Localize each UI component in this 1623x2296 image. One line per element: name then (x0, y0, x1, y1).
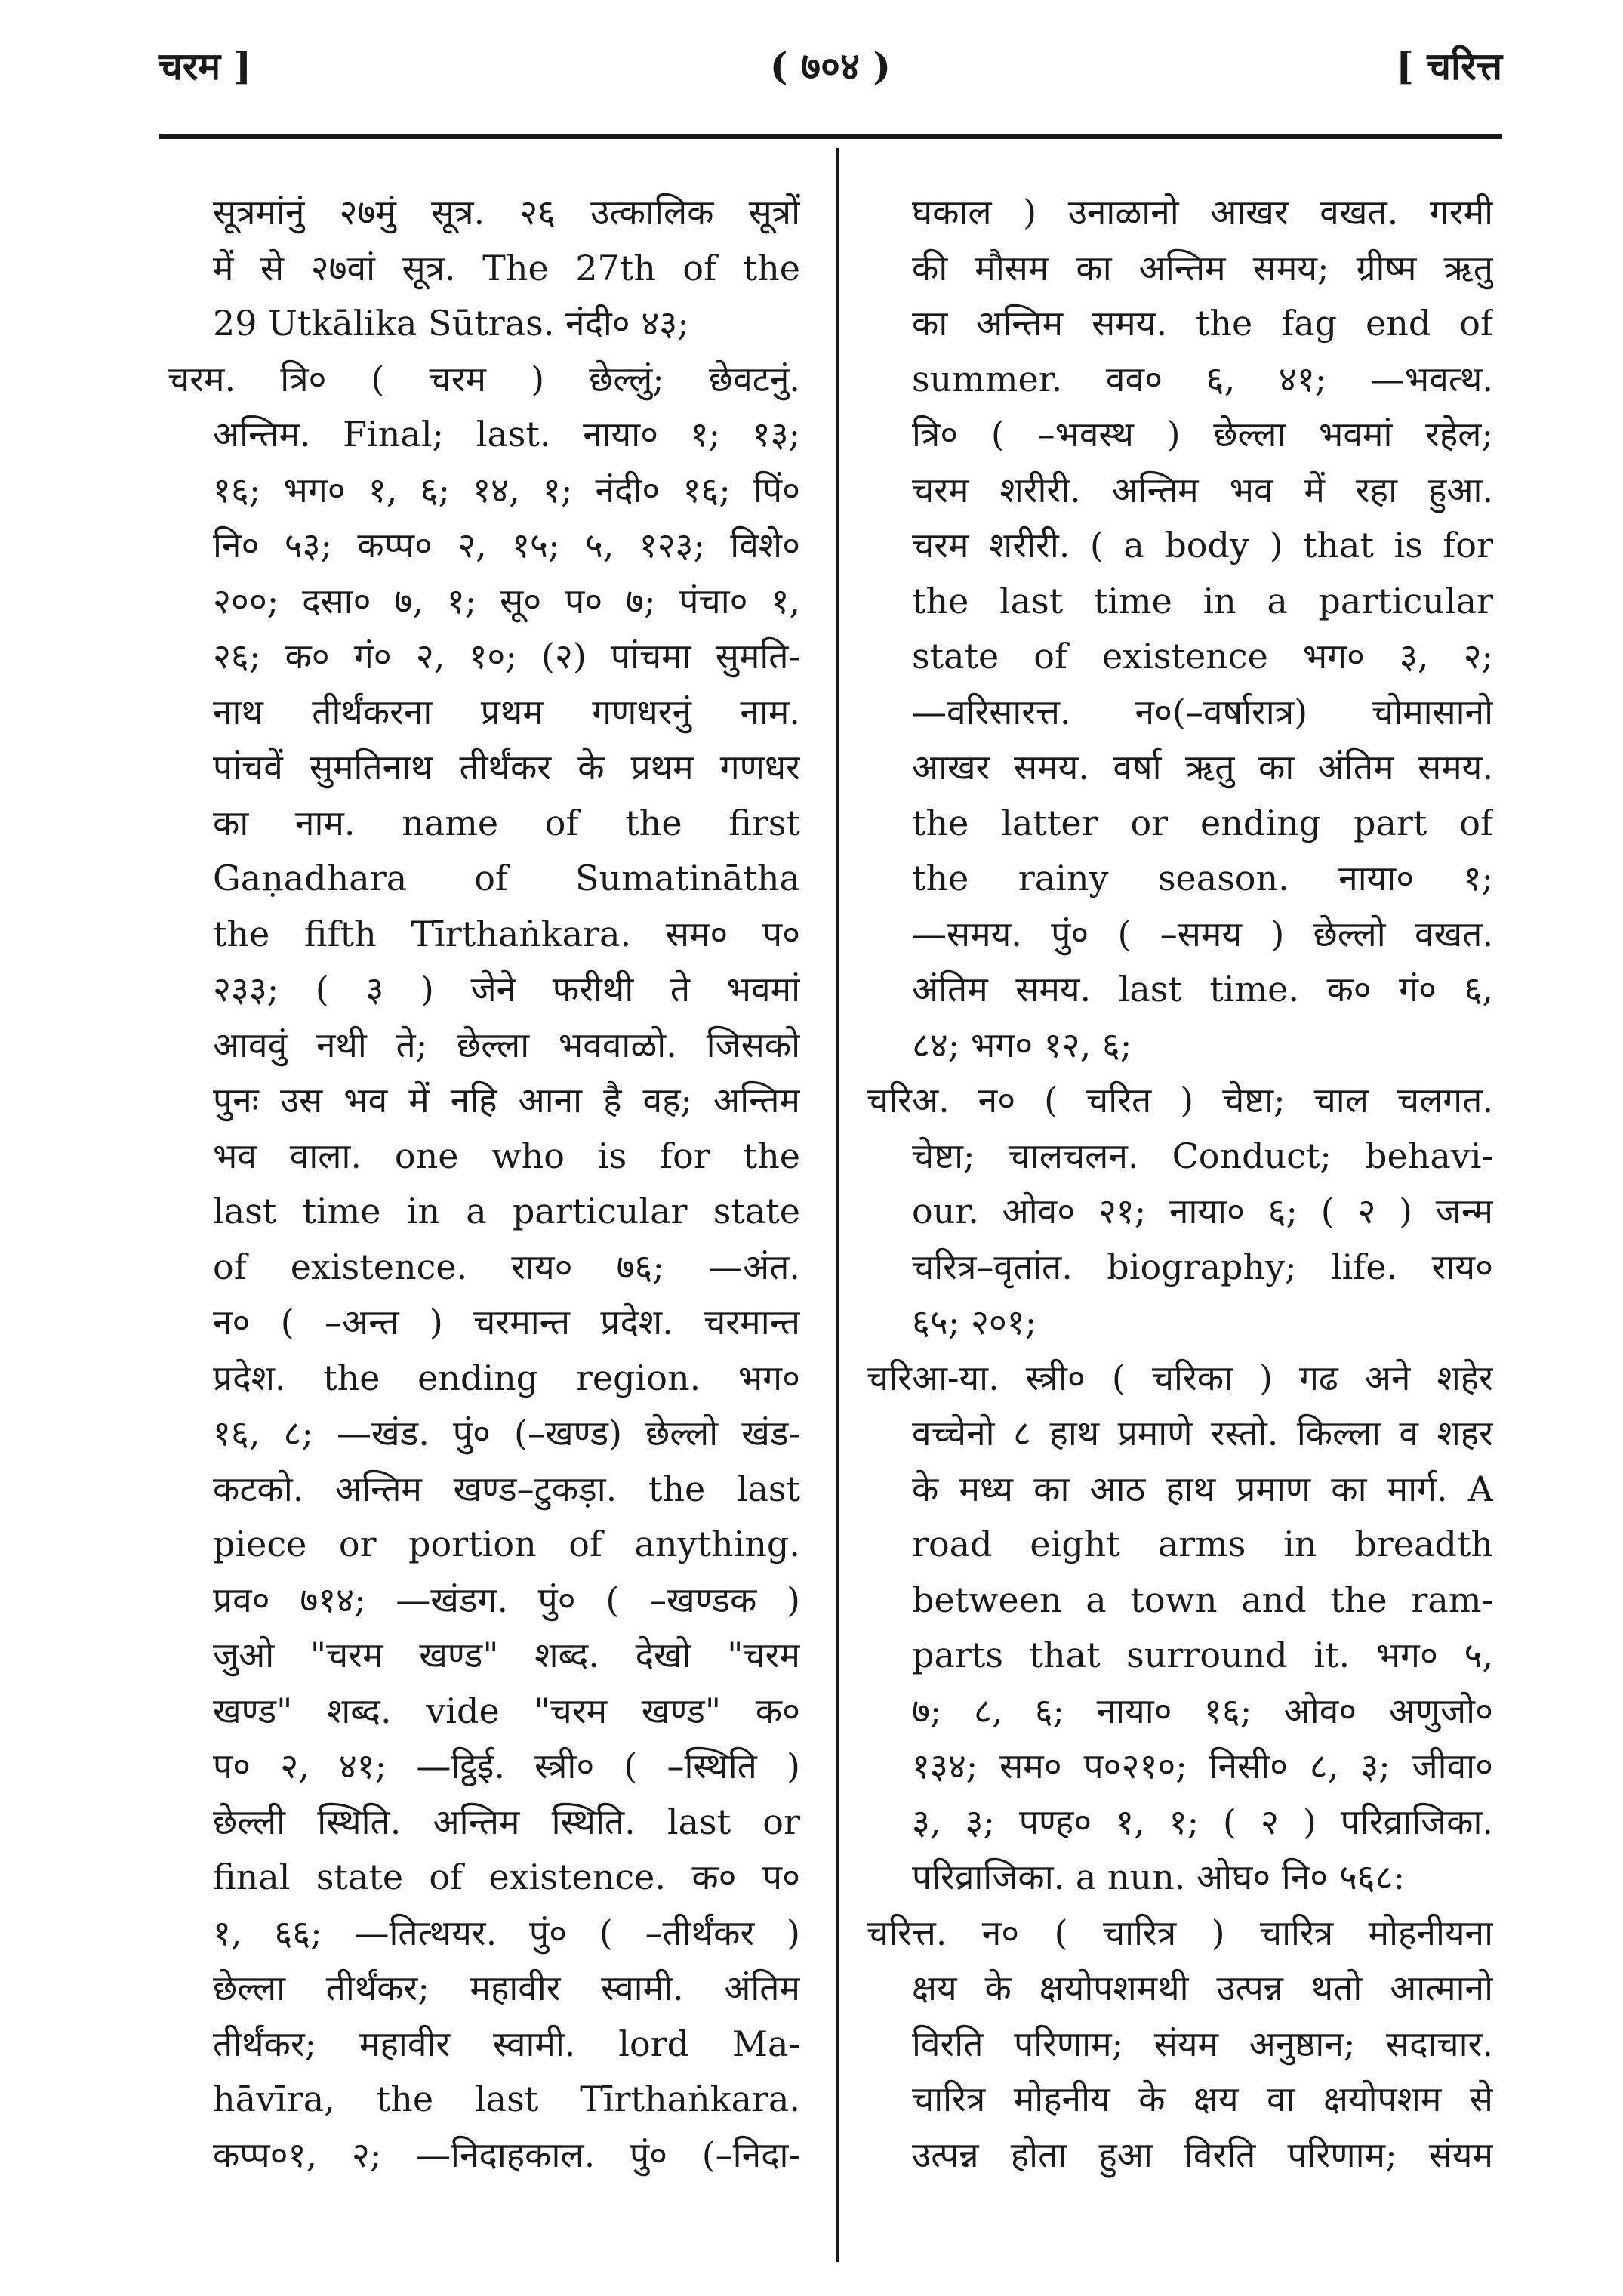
right-column-line: के मध्य का आठ हाथ प्रमाण का मार्ग. A (912, 1468, 1493, 1509)
right-column-line: between a town and the ram- (912, 1579, 1493, 1620)
left-column-line: २००; दसा० ७, १; सू० प० ७; पंचा० १, (213, 580, 800, 621)
right-column-line: चरिअ. न० ( चरित ) चेष्टा; चाल चलगत. (867, 1080, 1493, 1120)
left-column-line: में से २७वां सूत्र. The 27th of the (213, 247, 800, 288)
left-column-line: खण्ड" शब्द. vide "चरम खण्ड" क० (213, 1690, 800, 1731)
left-column-line: of existence. राय० ७६; —अंत. (213, 1246, 800, 1287)
left-column (168, 185, 800, 2183)
left-column-line: नाथ तीर्थंकरना प्रथम गणधरनुं नाम. (213, 691, 800, 732)
left-column-line: का नाम. name of the first (213, 802, 800, 843)
right-column-line: —वरिसारत्त. न०(–वर्षारात्र) चोमासानो (912, 691, 1493, 732)
right-column-line: चरिआ-या. स्त्री० ( चरिका ) गढ अने शहेर (867, 1357, 1493, 1398)
left-column-line: सूत्रमांनुं २७मुं सूत्र. २६ उत्कालिक सूत्रों (213, 192, 800, 233)
left-column-line: 29 Utkālika Sūtras. नंदी० ४३; (213, 303, 689, 344)
right-column-line: की मौसम का अन्तिम समय; ग्रीष्म ऋतु (912, 247, 1493, 288)
right-column-line: उत्पन्न होता हुआ विरति परिणाम; संयम (912, 2134, 1493, 2175)
right-column-line: त्रि० ( –भवस्थ ) छेल्ला भवमां रहेल; (912, 414, 1493, 455)
right-column-line: चरम शरीरी. अन्तिम भव में रहा हुआ. (912, 469, 1493, 510)
right-column-line: चारित्र मोहनीय के क्षय वा क्षयोपशम से (912, 2079, 1493, 2119)
right-column-line: ८४; भग० १२, ६; (912, 1024, 1132, 1065)
right-column-line: parts that surround it. भग० ५, (912, 1635, 1493, 1675)
left-column-line: आववुं नथी ते; छेल्ला भववाळो. जिसको (213, 1024, 800, 1065)
left-column-line: १, ६६; —तित्थयर. पुं० ( –तीर्थंकर ) (213, 1912, 800, 1953)
left-column-line: प्रव० ७१४; —खंडग. पुं० ( –खण्डक ) (213, 1579, 800, 1620)
left-column-line: चरम. त्रि० ( चरम ) छेल्लुं; छेवटनुं. (168, 358, 800, 399)
right-column-line: अंतिम समय. last time. क० गं० ६, (912, 969, 1493, 1009)
right-column-line: चेष्टा; चालचलन. Conduct; behavi- (912, 1135, 1493, 1176)
right-column-line: १३४; सम० प०२१०; निसी० ८, ३; जीवा० (912, 1746, 1493, 1786)
left-column-line: कटको. अन्तिम खण्ड–टुकड़ा. the last (213, 1468, 800, 1509)
left-column-line: कप्प०१, २; —निदाहकाल. पुं० (–निदा- (213, 2134, 800, 2175)
left-column-line: न० ( –अन्त ) चरमान्त प्रदेश. चरमान्त (213, 1302, 800, 1342)
page-number: ( ७०४ ) (769, 44, 892, 88)
left-column-line: छेल्ली स्थिति. अन्तिम स्थिति. last or (213, 1801, 800, 1842)
right-column-line: summer. वव० ६, ४१; —भवत्थ. (912, 358, 1493, 399)
right-column-line: ३, ३; पण्ह० १, १; ( २ ) परिव्राजिका. (912, 1801, 1493, 1842)
left-column-line: छेल्ला तीर्थंकर; महावीर स्वामी. अंतिम (213, 1968, 800, 2008)
right-column-line: ७; ८, ६; नाया० १६; ओव० अणुजो० (912, 1690, 1493, 1731)
right-column-line: —समय. पुं० ( –समय ) छेल्लो वखत. (912, 913, 1493, 954)
right-column-line: वच्चेनो ८ हाथ प्रमाणे रस्तो. किल्ला व शहर (912, 1413, 1493, 1453)
right-column-line: चरित्र–वृतांत. biography; life. राय० (912, 1246, 1493, 1287)
left-column-line: प्रदेश. the ending region. भग० (213, 1357, 800, 1398)
left-column-line: भव वाला. one who is for the (213, 1135, 800, 1176)
left-column-line: प० २, ४१; —ट्ठिई. स्त्री० ( –स्थिति ) (213, 1746, 800, 1786)
page-header (159, 39, 1502, 100)
left-column-line: पांचवें सुमतिनाथ तीर्थंकर के प्रथम गणधर (213, 747, 800, 787)
left-column-line: २३३; ( ३ ) जेने फरीथी ते भवमां (213, 969, 800, 1009)
header-rule (159, 134, 1502, 139)
right-column-line: विरति परिणाम; संयम अनुष्ठान; सदाचार. (912, 2023, 1493, 2064)
right-column-line: the latter or ending part of (912, 802, 1493, 843)
right-column-line: परिव्राजिका. a nun. ओघ० नि० ५६८: (912, 1857, 1406, 1897)
left-column-line: अन्तिम. Final; last. नाया० १; १३; (213, 414, 800, 455)
column-divider (836, 148, 839, 2262)
right-column (867, 185, 1493, 2183)
right-column-line: the rainy season. नाया० १; (912, 858, 1493, 898)
right-column-line: the last time in a particular (912, 580, 1493, 621)
right-column-line: state of existence भग० ३, २; (912, 636, 1493, 676)
left-column-line: piece or portion of anything. (213, 1524, 800, 1564)
left-column-line: १६, ८; —खंड. पुं० (–खण्ड) छेल्लो खंड- (213, 1413, 800, 1453)
left-column-line: २६; क० गं० २, १०; (२) पांचमा सुमति- (213, 636, 800, 676)
right-column-line: our. ओव० २१; नाया० ६; ( २ ) जन्म (912, 1191, 1493, 1231)
right-column-line: घकाल ) उनाळानो आखर वखत. गरमी (912, 192, 1493, 233)
left-column-line: १६; भग० १, ६; १४, १; नंदी० १६; पिं० (213, 469, 800, 510)
right-column-line: ६५; २०१; (912, 1302, 1037, 1342)
left-column-line: तीर्थंकर; महावीर स्वामी. lord Ma- (213, 2023, 800, 2064)
left-column-line: पुनः उस भव में नहि आना है वह; अन्तिम (213, 1080, 800, 1120)
left-column-line: final state of existence. क० प० (213, 1857, 800, 1897)
left-column-line: नि० ५३; कप्प० २, १५; ५, १२३; विशे० (213, 525, 800, 566)
right-column-line: road eight arms in breadth (912, 1524, 1493, 1564)
header-right-word: [ चरित्त (1396, 44, 1502, 88)
header-left-word: चरम ] (159, 44, 252, 88)
right-column-line: चरम शरीरी. ( a body ) that is for (912, 525, 1493, 566)
right-column-line: का अन्तिम समय. the fag end of (912, 303, 1493, 344)
left-column-line: the fifth Tīrthaṅkara. सम० प० (213, 913, 800, 954)
left-column-line: Gaṇadhara of Sumatinātha (213, 858, 800, 898)
left-column-line: जुओ "चरम खण्ड" शब्द. देखो "चरम (213, 1635, 800, 1675)
right-column-line: क्षय के क्षयोपशमथी उत्पन्न थतो आत्मानो (912, 1968, 1493, 2008)
left-column-line: hāvīra, the last Tīrthaṅkara. (213, 2079, 800, 2119)
left-column-line: last time in a particular state (213, 1191, 800, 1231)
right-column-line: आखर समय. वर्षा ऋतु का अंतिम समय. (912, 747, 1493, 787)
right-column-line: चरित्त. न० ( चारित्र ) चारित्र मोहनीयना (867, 1912, 1493, 1953)
